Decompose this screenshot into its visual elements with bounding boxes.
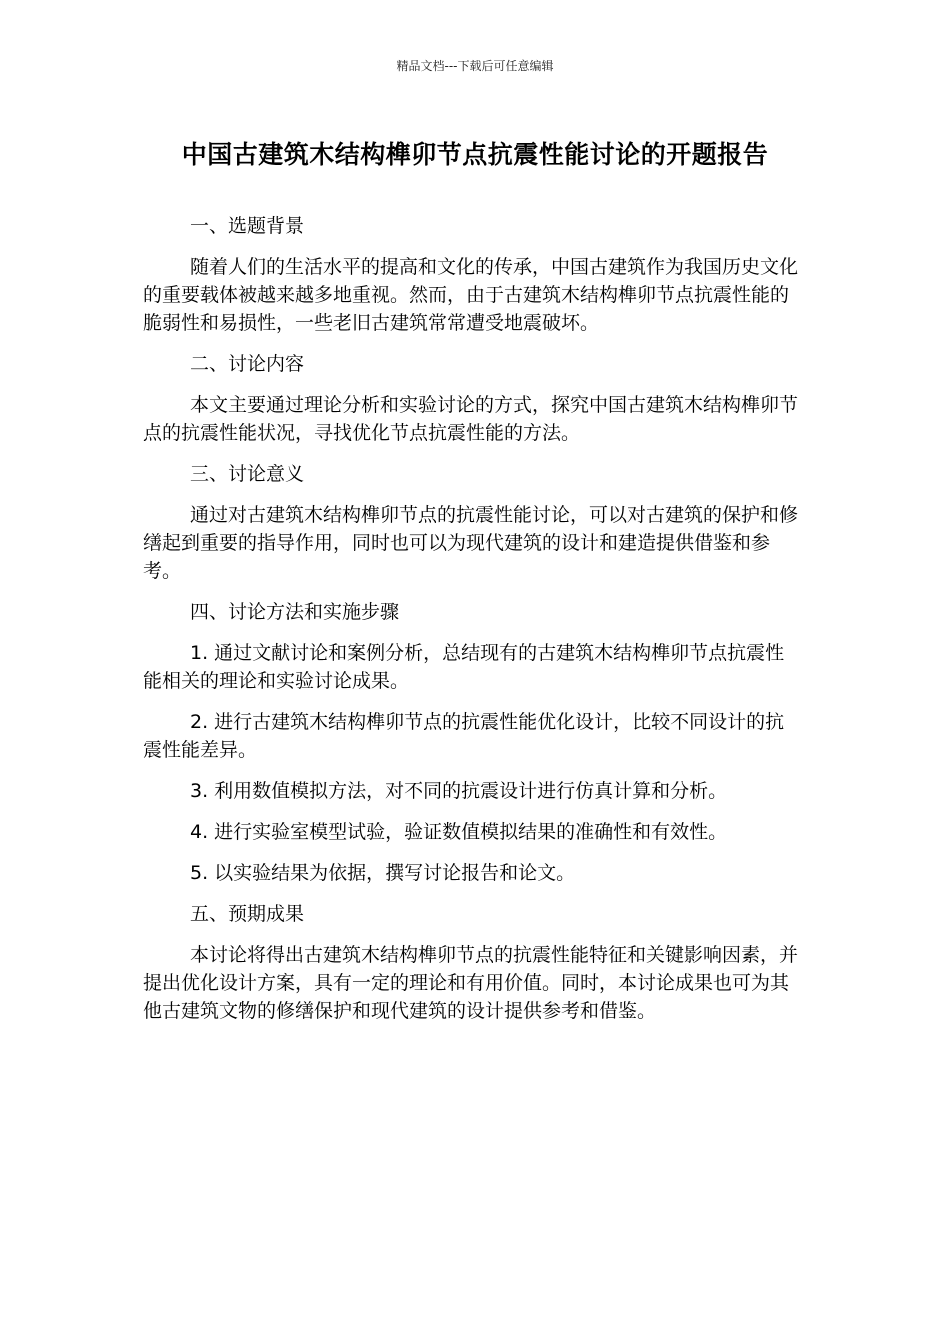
method-step-1: 1. 通过文献讨论和案例分析，总结现有的古建筑木结构榫卯节点抗震性能相关的理论和实验讨论成果。 [143,642,785,692]
section-heading-background: 一、选题背景 [190,215,305,237]
method-step-5: 5. 以实验结果为依据，撰写讨论报告和论文。 [190,862,576,884]
document-body [143,212,801,1038]
method-step-4: 4. 进行实验室模型试验，验证数值模拟结果的准确性和有效性。 [190,821,728,843]
paragraph-outcomes: 本讨论将得出古建筑木结构榫卯节点的抗震性能特征和关键影响因素，并提出优化设计方案，具有一定的理论和有用价值。同时，本讨论成果也可为其他古建筑文物的修缮保护和现代建筑的设计提供参考和借鉴。 [143,944,799,1022]
section-heading-content: 二、讨论内容 [190,353,305,375]
section-heading-methods: 四、讨论方法和实施步骤 [190,601,400,623]
paragraph-significance: 通过对古建筑木结构榫卯节点的抗震性能讨论，可以对古建筑的保护和修缮起到重要的指导作用，同时也可以为现代建筑的设计和建造提供借鉴和参考。 [143,504,799,582]
method-step-3: 3. 利用数值模拟方法，对不同的抗震设计进行仿真计算和分析。 [190,780,728,802]
section-heading-outcomes: 五、预期成果 [190,903,305,925]
paragraph-content: 本文主要通过理论分析和实验讨论的方式，探究中国古建筑木结构榫卯节点的抗震性能状况，寻找优化节点抗震性能的方法。 [143,394,799,444]
method-step-2: 2. 进行古建筑木结构榫卯节点的抗震性能优化设计，比较不同设计的抗震性能差异。 [143,711,785,761]
document-title: 中国古建筑木结构榫卯节点抗震性能讨论的开题报告 [181,140,769,169]
header-note: 精品文档---下载后可任意编辑 [396,59,554,73]
paragraph-background: 随着人们的生活水平的提高和文化的传承，中国古建筑作为我国历史文化的重要载体被越来越多地重视。然而，由于古建筑木结构榫卯节点抗震性能的脆弱性和易损性，一些老旧古建筑常常遭受地震破坏。 [143,256,799,334]
section-heading-significance: 三、讨论意义 [190,463,305,485]
